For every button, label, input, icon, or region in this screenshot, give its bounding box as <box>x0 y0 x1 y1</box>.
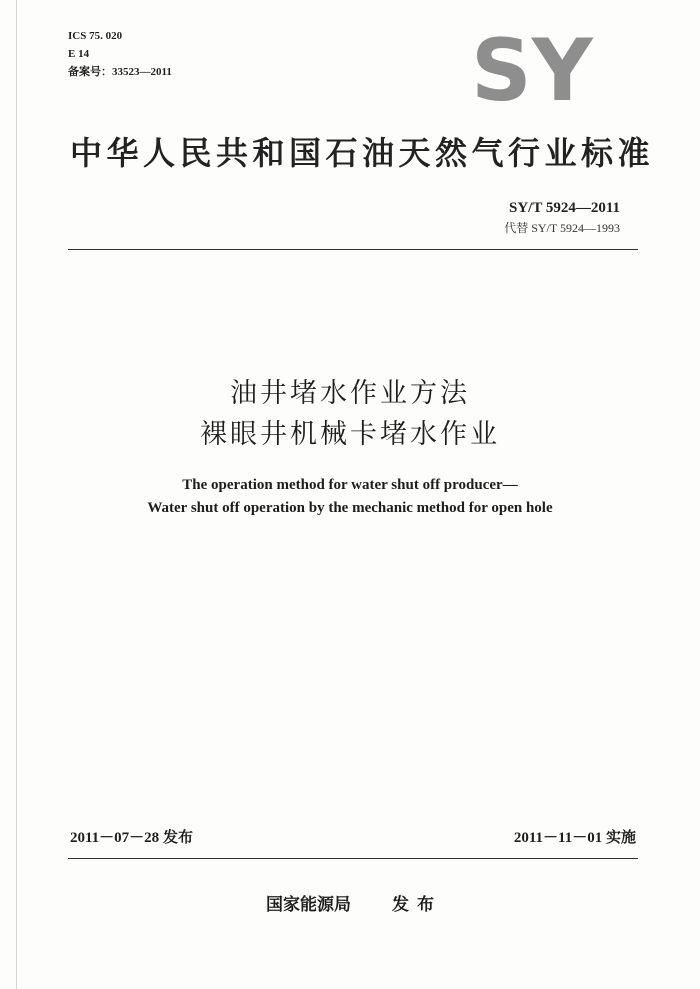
sy-logo: SY <box>471 21 593 121</box>
classification-block <box>68 27 172 81</box>
title-cn-line2: 裸眼井机械卡堵水作业 <box>200 419 500 450</box>
publish-date: 2011－07－28 <box>70 830 160 846</box>
standard-number: SY/T 5924—2011 <box>509 200 620 216</box>
category-code: E 14 <box>68 48 90 60</box>
replaces-standard: 代替 SY/T 5924—1993 <box>504 221 620 235</box>
bottom-divider <box>68 858 638 859</box>
top-divider <box>68 249 638 250</box>
ics-code: ICS 75. 020 <box>68 30 123 42</box>
implement-date-block <box>514 826 636 849</box>
issuing-authority: 国家能源局 <box>266 895 351 915</box>
publish-date-block <box>70 826 193 849</box>
title-cn-line1: 油井堵水作业方法 <box>230 378 470 409</box>
implement-label: 实施 <box>605 828 636 846</box>
title-en-line1: The operation method for water shut off producer— <box>182 477 518 493</box>
issue-verb: 发布 <box>392 895 442 915</box>
implement-date: 2011－11－01 <box>513 830 603 846</box>
header-title: 中华人民共和国石油天然气行业标准 <box>70 134 655 172</box>
record-number: 备案号：33523—2011 <box>68 66 172 78</box>
publish-label: 发布 <box>162 828 193 846</box>
title-en-line2: Water shut off operation by the mechanic method for open hole <box>147 500 553 516</box>
